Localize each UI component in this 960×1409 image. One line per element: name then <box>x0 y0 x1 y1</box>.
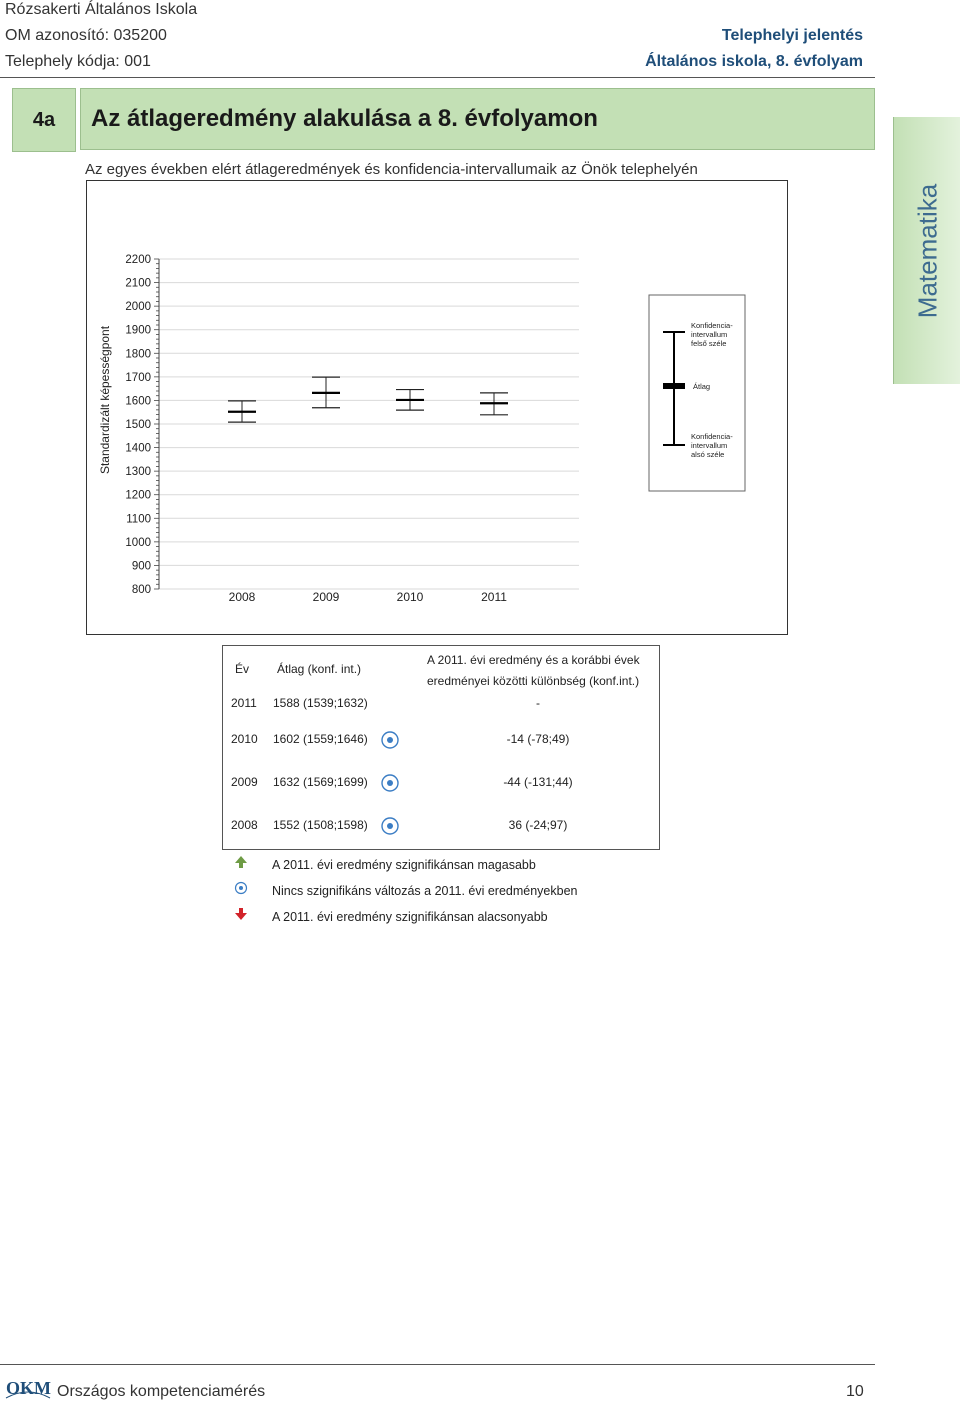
no-change-icon <box>380 773 400 796</box>
section-title <box>80 88 875 150</box>
report-type: Telephelyi jelentés <box>721 27 863 44</box>
legend-lower-line: alsó széle <box>691 450 725 459</box>
legend-upper-line: Konfidencia- <box>691 321 733 330</box>
school-name: Rózsakerti Általános Iskola <box>5 1 198 18</box>
row-diff: - <box>536 696 540 710</box>
svg-text:OKM: OKM <box>6 1378 51 1398</box>
footer-org: Országos kompetenciamérés <box>57 1383 266 1400</box>
significantly-higher-icon <box>234 855 248 869</box>
row-year: 2008 <box>231 818 258 832</box>
row-year: 2010 <box>231 732 258 746</box>
legend-mean-label: Átlag <box>693 382 711 391</box>
section-number: 4a <box>12 88 76 152</box>
section-subtitle: Az egyes években elért átlageredmények és konfidencia-intervallumaik az Önök telephelyén <box>85 161 698 178</box>
section-title-text: Az átlageredmény alakulása a 8. évfolyamon <box>91 105 598 132</box>
y-axis <box>125 254 159 596</box>
row-year: 2009 <box>231 775 258 789</box>
header-divider <box>0 77 875 78</box>
col-header-mean: Átlag (konf. int.) <box>277 662 362 676</box>
y-tick-label: 2000 <box>125 301 151 314</box>
y-tick-label: 2100 <box>125 277 151 290</box>
error-bar-chart <box>87 181 787 634</box>
chart-grid <box>159 259 579 589</box>
results-table <box>222 645 660 850</box>
subject-tab <box>893 117 960 384</box>
grade-label: Általános iskola, 8. évfolyam <box>645 53 863 70</box>
site-code: Telephely kódja: 001 <box>5 53 151 70</box>
significantly-lower-icon <box>234 907 248 921</box>
row-mean: 1602 (1559;1646) <box>273 732 368 746</box>
y-tick-label: 1300 <box>125 466 151 479</box>
y-tick-label: 1200 <box>125 489 151 502</box>
okm-logo <box>4 1372 52 1404</box>
row-diff: -14 (-78;49) <box>506 732 570 746</box>
y-tick-label: 1400 <box>125 442 151 455</box>
y-tick-label: 1700 <box>125 371 151 384</box>
col-header-diff-line1: A 2011. évi eredmény és a korábbi évek <box>427 653 640 667</box>
chart-series <box>228 377 508 422</box>
subject-tab-label: Matematika <box>912 183 942 318</box>
y-tick-label: 1600 <box>125 395 151 408</box>
row-mean: 1552 (1508;1598) <box>273 818 368 832</box>
x-tick-label: 2011 <box>481 590 507 604</box>
col-header-diff-line2: eredményei közötti különbség (konf.int.) <box>427 674 640 688</box>
row-diff: 36 (-24;97) <box>508 818 568 832</box>
y-tick-label: 1500 <box>125 419 151 431</box>
no-change-icon <box>380 730 400 753</box>
chart-frame <box>86 180 788 635</box>
legend-lower-text: A 2011. évi eredmény szignifikánsan alacsonyabb <box>272 910 548 924</box>
legend-upper-line: intervallum <box>691 330 728 339</box>
legend-upper-line: felső széle <box>691 339 727 348</box>
legend-lower-line: intervallum <box>691 441 728 450</box>
om-id: OM azonosító: 035200 <box>5 27 167 44</box>
no-change-icon <box>380 816 400 839</box>
chart-legend <box>649 295 745 491</box>
x-tick-label: 2010 <box>396 590 424 604</box>
x-tick-label: 2009 <box>312 590 340 604</box>
x-tick-label: 2008 <box>228 590 256 604</box>
x-axis <box>229 590 508 604</box>
no-change-icon <box>234 881 248 895</box>
y-tick-label: 1000 <box>125 536 151 549</box>
y-tick-label: 1900 <box>125 324 151 337</box>
y-tick-label: 800 <box>131 584 151 596</box>
y-tick-label: 2200 <box>125 254 151 266</box>
row-mean: 1632 (1569;1699) <box>273 775 368 789</box>
y-axis-label: Standardizált képességpont <box>98 325 112 475</box>
y-tick-label: 1800 <box>125 348 151 361</box>
legend-same-text: Nincs szignifikáns változás a 2011. évi eredményekben <box>272 884 578 898</box>
legend-higher-text: A 2011. évi eredmény szignifikánsan magasabb <box>272 858 536 872</box>
col-header-year: Év <box>235 662 250 676</box>
row-diff: -44 (-131;44) <box>503 775 573 789</box>
page-number: 10 <box>846 1383 864 1400</box>
y-tick-label: 1100 <box>126 513 151 526</box>
row-year: 2011 <box>231 696 257 710</box>
legend-lower-line: Konfidencia- <box>691 432 733 441</box>
footer-divider <box>0 1364 875 1365</box>
row-mean: 1588 (1539;1632) <box>273 696 368 710</box>
y-tick-label: 900 <box>131 560 151 573</box>
